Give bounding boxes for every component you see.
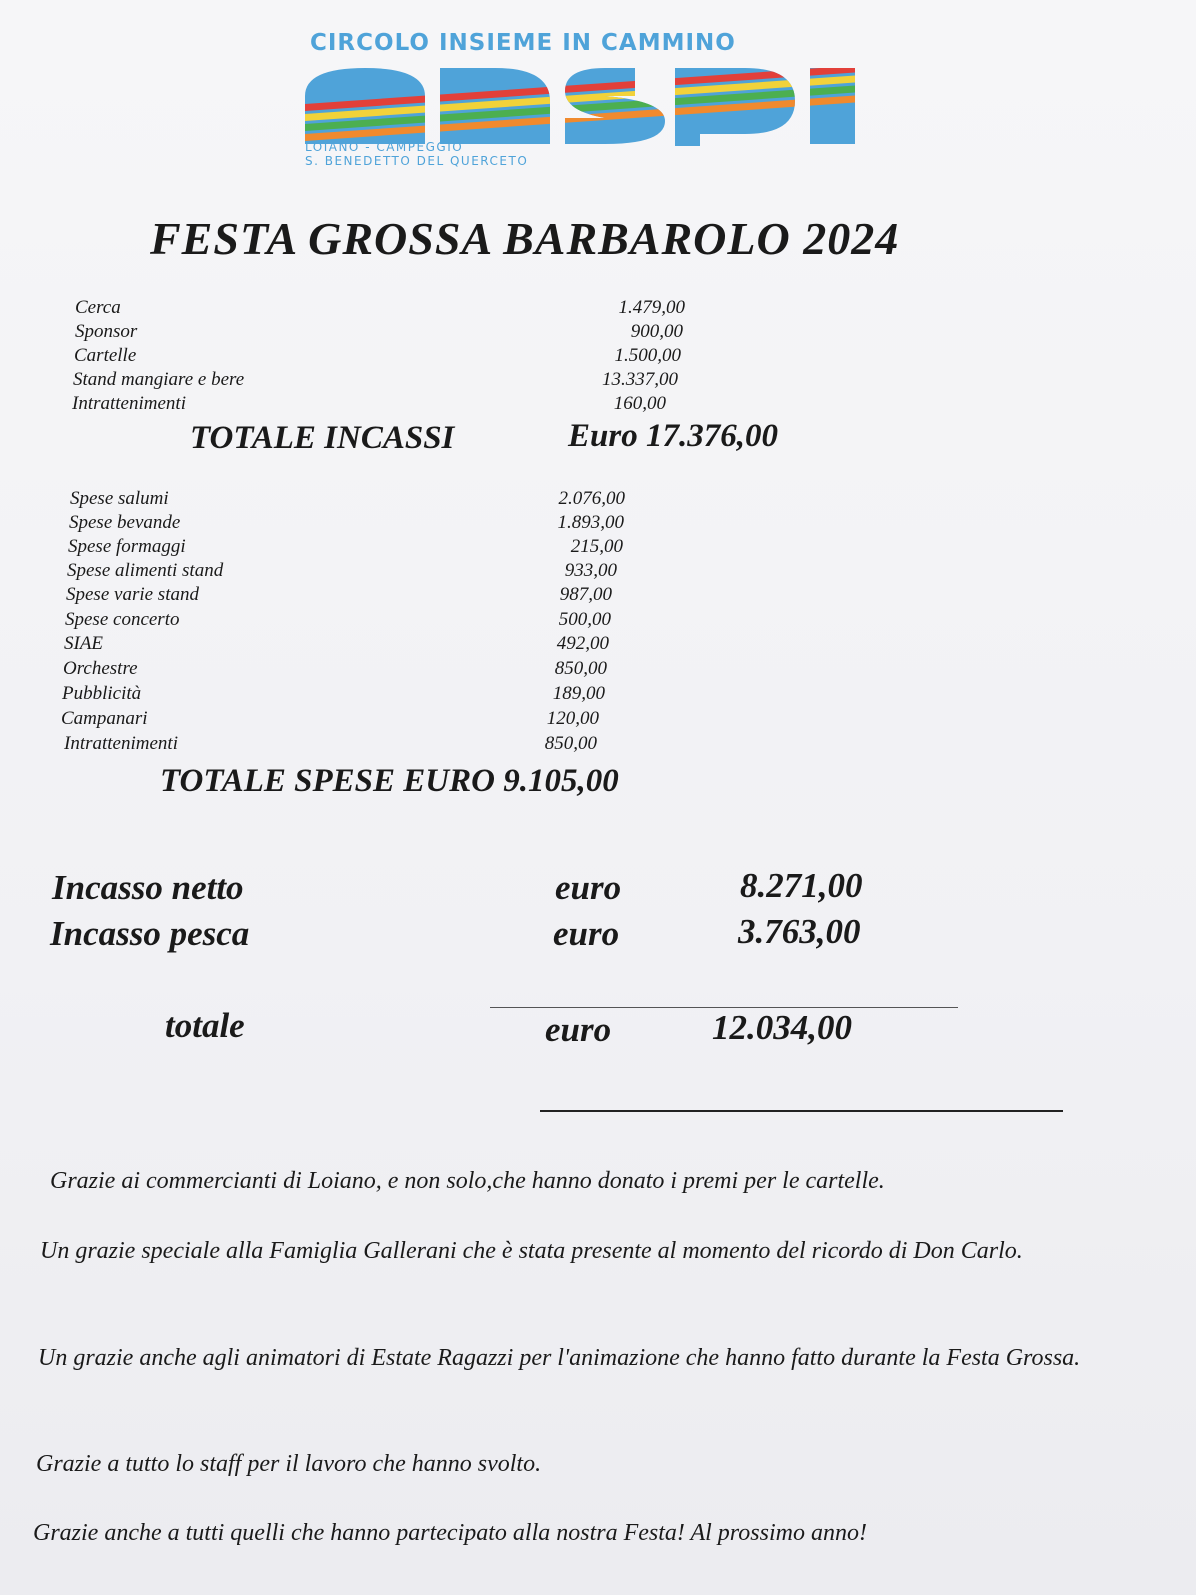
circle-name: CIRCOLO INSIEME IN CAMMINO [310, 30, 736, 56]
pesca-income-label: Incasso pesca [50, 914, 250, 953]
expense-label: SIAE [64, 633, 104, 654]
thanks-gallerani: Un grazie speciale alla Famiglia Gallerani che è stata presente al momento del ricordo di Don Carlo. [40, 1238, 1023, 1264]
pesca-income-currency: euro [553, 914, 620, 953]
expenses-total: TOTALE SPESE EURO 9.105,00 [160, 763, 619, 799]
income-value: 13.337,00 [602, 369, 678, 390]
thanks-everyone: Grazie anche a tutti quelli che hanno partecipato alla nostra Festa! Al prossimo anno! [33, 1520, 867, 1546]
expense-label: Spese bevande [69, 512, 181, 533]
expense-value: 500,00 [558, 609, 611, 630]
expense-value: 1.893,00 [557, 512, 624, 533]
thanks-animators: Un grazie anche agli animatori di Estate Ragazzi per l'animazione che hanno fatto durante la Festa Grossa. [38, 1345, 1081, 1371]
expense-value: 850,00 [544, 733, 597, 754]
expense-label: Spese varie stand [66, 584, 199, 605]
logo-letters [305, 56, 865, 146]
income-total-value: Euro 17.376,00 [568, 418, 778, 454]
signature-line [540, 1110, 1063, 1112]
net-income-label: Incasso netto [52, 868, 244, 907]
expense-label: Spese formaggi [68, 536, 186, 557]
expense-value: 215,00 [570, 536, 623, 557]
income-label: Sponsor [75, 321, 138, 342]
expense-value: 987,00 [559, 584, 612, 605]
expense-label: Campanari [61, 708, 148, 729]
pesca-income-value: 3.763,00 [738, 912, 861, 951]
logo-locations-2: S. BENEDETTO DEL QUERCETO [305, 154, 529, 168]
expense-label: Intrattenimenti [64, 733, 178, 754]
income-value: 1.500,00 [614, 345, 681, 366]
page-title: FESTA GROSSA BARBAROLO 2024 [150, 213, 900, 264]
net-income-currency: euro [555, 868, 622, 907]
expense-label: Orchestre [63, 658, 138, 679]
grand-total-label: totale [165, 1006, 245, 1045]
income-value: 160,00 [613, 393, 666, 414]
expense-value: 933,00 [564, 560, 617, 581]
expense-value: 850,00 [554, 658, 607, 679]
income-label: Cartelle [74, 345, 137, 366]
expense-value: 189,00 [552, 683, 605, 704]
expense-label: Spese salumi [70, 488, 169, 509]
thanks-merchants: Grazie ai commercianti di Loiano, e non solo,che hanno donato i premi per le cartelle. [50, 1168, 885, 1194]
income-value: 900,00 [630, 321, 683, 342]
net-income-value: 8.271,00 [740, 866, 863, 905]
income-value: 1.479,00 [618, 297, 685, 318]
income-label: Intrattenimenti [72, 393, 186, 414]
thanks-staff: Grazie a tutto lo staff per il lavoro che hanno svolto. [36, 1451, 542, 1477]
anspi-logo [305, 28, 885, 178]
grand-total-value: 12.034,00 [712, 1008, 852, 1047]
expense-label: Pubblicità [62, 683, 142, 704]
logo-locations-1: LOIANO - CAMPEGGIO [305, 140, 464, 154]
grand-total-currency: euro [545, 1010, 612, 1049]
expense-value: 120,00 [546, 708, 599, 729]
income-label: Stand mangiare e bere [73, 369, 245, 390]
expense-value: 492,00 [556, 633, 609, 654]
anspi-logo-mark [305, 56, 865, 146]
income-total-label: TOTALE INCASSI [190, 420, 455, 456]
expense-value: 2.076,00 [558, 488, 625, 509]
expense-label: Spese alimenti stand [67, 560, 224, 581]
expense-label: Spese concerto [65, 609, 180, 630]
income-label: Cerca [75, 297, 121, 318]
